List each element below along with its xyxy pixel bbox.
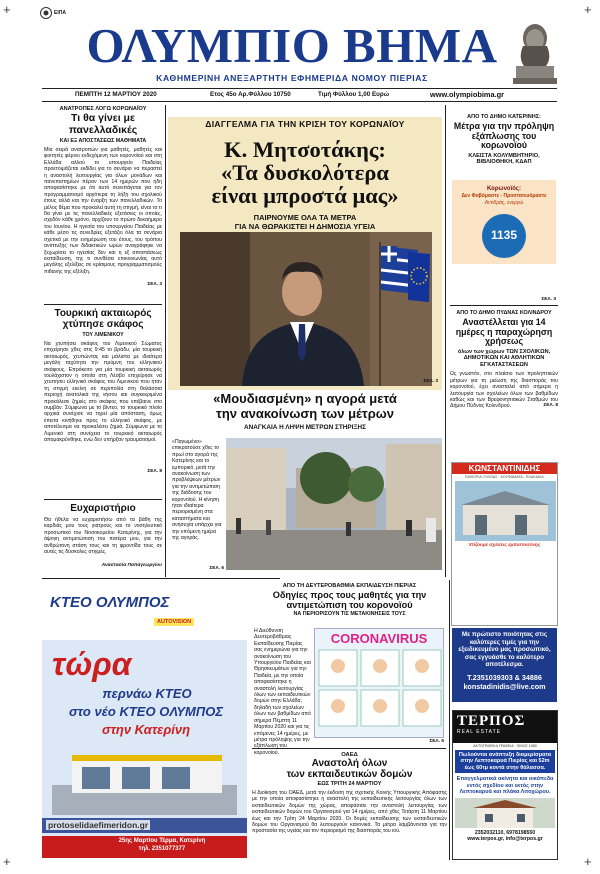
article-kicker: ΑΠΟ ΤΟ ΔΗΜΟ ΚΑΤΕΡΙΝΗΣ: [467, 114, 541, 120]
ad-phone[interactable]: T.2351039303 & 34886 [467, 672, 542, 682]
masthead-title: ΟΛΥΜΠΙΟ ΒΗΜΑ [86, 18, 498, 73]
kteo-phone[interactable]: τηλ. 2351077377 [138, 846, 186, 852]
page-ref[interactable]: ΣΕΛ. 8 [543, 403, 558, 409]
poster-title: CORONAVIRUS [330, 631, 428, 646]
terpos-phone[interactable]: 2352032110, 6978198550 [474, 830, 536, 837]
terpos-title: ΤΕΡΠΟΣ [457, 713, 526, 729]
site-url[interactable]: www.olympiobima.gr [430, 90, 505, 99]
crop-mark: + [584, 2, 592, 17]
masthead-tagline: ΚΑΘΗΜΕΡΙΝΗ ΑΝΕΞΑΡΤΗΤΗ ΕΦΗΜΕΡΙΔΑ ΝΟΜΟΥ ΠΙΕΡΙΑΣ [156, 73, 428, 83]
konstantinidis-contact [452, 628, 557, 702]
page-ref[interactable]: ΣΕΛ. 3 [423, 379, 438, 384]
article-student-guidelines [252, 583, 447, 617]
market-subtitle: ΑΝΑΓΚΑΙΑ Η ΛΗΨΗ ΜΕΤΡΩΝ ΣΤΗΡΙΞΗΣ [244, 424, 366, 431]
article-body: Ως γνωστόν, στο πλαίσιο των προληπτικών μέτρων για τη μείωση της διασποράς του κορονοϊού, έχει ανασταλεί από σήμερα η λειτουργία των σχολείων όλων των βαθμίδων καθώς και των Βρεφονηπιακών Σταθμών του Δήμου Πύδνας Κολινδρού. [450, 371, 558, 410]
article-subtitle: ΚΛΕΙΣΤΑ ΚΟΛΥΜΒΗΤΗΡΙΟ, ΒΙΒΛΙΟΘΗΚΗ, ΚΔΑΠ [468, 152, 540, 165]
article-title-2: αντιμετώπιση του κορονοϊού [286, 600, 413, 610]
lead-headline-2: «Τα δυσκολότερα [221, 160, 389, 185]
page-ref[interactable]: ΣΕΛ. 8 [147, 469, 162, 474]
market-body: «Παγωμένο» επικρατούσε χθες το πρωί στο αγορά της Κατερίνης και το εμπορικό, μετά την ανακοίνωση των προβλέψεων μέτρων για την αντιμετώπιση της διάδοσης του κορονοϊού. Η κίνηση ήταν ιδιαίτερα περιορισμένη στα καταστήματα και ανησυχία υπάρχει για την επόμενη ημέρα της αγοράς. [172, 439, 222, 542]
statue-image [508, 22, 560, 86]
kteo-line4: στην Κατερίνη [101, 722, 191, 737]
article-subtitle: όλων των χώρων ΤΩΝ ΣΧΟΛΙΚΩΝ, ΔΗΜΟΤΙΚΩΝ ΚΑΙ ΑΘΛΗΤΙΚΩΝ ΕΓΚΑΤΑΣΤΑΣΕΩΝ [457, 348, 551, 368]
article-signature: Αναστασία Παπαγεωργίου [101, 563, 162, 568]
logo-icon [40, 7, 52, 19]
kteo-footer: 25ης Μαρτίου Τέρμα, Κατερίνη [118, 838, 206, 844]
terpos-header [453, 711, 557, 743]
article-title: Τουρκική ακταιωρός χτύπησε σκάφος [54, 308, 152, 330]
street-photo [226, 438, 442, 570]
article-body: Μία σειρά ανατροπών για μαθητές, μαθητές και φοιτητές φέρνει ενδεχόμενη των κορονοϊού και στη Ελλάδα αλλού το υπουργείο Παιδείας προετοιμάζεται εκδίδει για το σενάριο να περαστεί η αναστολή λειτουργίας για όλων μονάδων και πανεπιστημίων πέραν των 14 ημερών που ήδη αποφασίστηκε με ότι αυτό συνεπάγεται για τον προγραμματισμό αργότερα τη λήξη του σχολικού έτους αλλά και την έναρξη των πανελλαδικών. Το μέλος θέμα που προκαλεί αυτή τη στιγμή, είναι το τι θα γίνει με τις πανελλαδικές εξετάσεις οι οποίες, σχεδόν κάθε χρόνο, αρχίζουν το πρώτο δεκαήμερο του Ιουνίου. Η ηγεσία του υπουργείου Παιδείας με κάθε μέσο τις συνεδρίες εξετάζει όλα τα σενάρια σχετικά με την ενημέρωση του έτους, του τρόπου ανιπτυξης των διδακτικών ωρών αναγράφηκε να ξεχωρίσει το ηγεσίας δεν και η εξ αποστάσεως εκπαίδευση, της τι συνθέσει επικοινωνίας αυτό μεγάλης εξελίξεις σε κρίσιμους προγραμματισμούς πιθανής της εξέλιξη. [44, 147, 162, 275]
article-title: Μέτρα για την πρόληψη εξάπλωσης του κορωνοϊού [453, 121, 555, 151]
article-title-1: Οδηγίες προς τους μαθητές για την [272, 590, 427, 600]
article-turkish-vessel [44, 308, 162, 474]
lead-banner: ΔΙΑΓΓΕΛΜΑ ΓΙΑ ΤΗΝ ΚΡΙΣΗ ΤΟΥ ΚΟΡΩΝΑΪΟΥ [205, 119, 405, 129]
kteo-subtitle: AUTOVISION [154, 618, 194, 626]
guidelines-body: Η Διεύθυνση Δευτεροβάθμιας Εκπαίδευσης Πιερίας σας ενημερώνει για την ανακοίνωση του Υπουργείου Παιδείας και Θρησκευμάτων για την Παιδεία, με την οποία αποφασίστηκε η αναστολή λειτουργίας όλων των εκπαιδευτικών δομών στην Ελλάδα, δηλαδή των σχολείων όλων των βαθμίδων από σήμερα Πέμπτη 11 Μαρτίου 2020 και για τις επόμενες 14 ημέρες, με μέτρα πρόληψης για την εξάπλωση του κορονοϊού. [254, 628, 311, 756]
article-title: Τι θα γίνει με πανελλαδικές [68, 112, 138, 136]
ad-line: Κορωνοϊός: [486, 186, 522, 192]
kteo-line2: περνάω ΚΤΕΟ [102, 686, 192, 701]
house-photo [455, 798, 555, 828]
issue-date: ΠΕΜΠΤΗ 12 ΜΑΡΤΙΟΥ 2020 [75, 91, 157, 98]
ad-email[interactable]: konstadinidis@live.com [463, 681, 546, 691]
article-body: Η Διοίκηση του ΟΑΕΔ, μετά την έκδοση της σχετικής Κοινής Υπουργικής Απόφασης με την οποία αποφασίστηκε η αναστολή της εκπαιδευτικής λειτουργίας όλων των εκπαιδευτικών δομών της χώρας, αποφάσισε την αναστολή λειτουργίας των εκπαιδευτικών δομών του Οργανισμού για 14 ημέρες, από χθες Τετάρτη 11 Μαρτίου έως και την Τρίτη 24 Μαρτίου 2020. Οι δομές εκπαίδευσης των εκπαιδευτικών δομών του Οργανισμού θα λειτουργούν κανονικά. Τα μέτρα λαμβάνονται για την προστασία της υγείας και τον περιορισμό της διασποράς του ιού. [252, 790, 447, 835]
health-ad [452, 180, 556, 264]
crop-mark: + [584, 854, 592, 869]
lead-deck-1: ΠΑΙΡΝΟΥΜΕ ΟΛΑ ΤΑ ΜΕΤΡΑ [253, 213, 357, 222]
kteo-ad [42, 580, 247, 858]
article-title: Αναστέλλεται για 14 ημέρες η παραχώρηση χρήσεως [455, 317, 553, 347]
article-subtitle: ΕΩΣ ΤΡΙΤΗ 24 ΜΑΡΤΙΟΥ [317, 781, 382, 787]
page-ref[interactable]: ΣΕΛ. 3 [541, 297, 556, 302]
lead-deck-2: ΓΙΑ ΝΑ ΘΩΡΑΚΙΣΤΕΙ Η ΔΗΜΟΣΙΑ ΥΓΕΙΑ [234, 222, 376, 231]
ad-text: Με πρώτιστο ποιότητας στις καλύτερες τιμές για την εξειδικευμένο μας προσωπικό, σας εγγυάσθε το καλύτερο αποτέλεσμα. [458, 631, 551, 669]
article-kicker: ΑΠΟ ΤΟ ΔΗΜΟ ΠΥΔΝΑΣ ΚΟΛΙΝΔΡΟΥ [456, 310, 552, 316]
article-pydna-closure [450, 310, 558, 408]
ad-tagline: Χτίζουμε σχέσεις εμπιστοσύνης [468, 543, 541, 548]
page-ref[interactable]: ΣΕΛ. 6 [429, 739, 444, 744]
terpos-kicker: ΑΚΤΟΓΡΑΦΙΚΑ ΓΡΑΦΕΙΑ · SINCE 1980 [473, 744, 537, 748]
kteo-building [52, 745, 237, 815]
issue-price: Τιμή Φύλλου 1,00 Ευρώ [318, 91, 390, 98]
market-title-1: «Μουδιασμένη» η αγορά μετά [213, 391, 397, 406]
article-subtitle: ΝΑ ΠΕΡΙΟΡΙΣΟΥΝ ΤΙΣ ΜΕΤΑΚΙΝΗΣΕΙΣ ΤΟΥΣ [293, 611, 406, 617]
article-body: Θα ήθελα να ευχαριστήσω από τα βάθη της καρδιάς μου τους γιατρούς και το νοσηλευτικό προσωπικό του Νοσοκομείου Κατερίνης, για την άψογη αντιμετώπιση του πατέρα μου, για την ανθρώπινη στάση τους και τη φροντίδα τους σε αυτές τις δύσκολες στιγμές. [44, 517, 162, 556]
article-body: Να χτυπήσει σκάφος του Λιμενικού Σώματος επιχείρησε χθες στις 9:45 το βράδυ, μία τουρκική ακταιωρός, χτυπώντας και μάλιστα με ιδιαίτερα μεγάλη ταχύτητα την πρύμνη του ελληνικού σκάφους. Επρόκειτο για μία τουρκική ακταιωρός τουλάχιστον η οποία στη Λέσβο επιχείρησε να χτυπήσει ελληνικό σκάφος του Λιμενικού που ήταν τη στιγμή εκείνη σε περιπολία στη θαλάσσια περιοχή ανατολικά της νήσου και συγκεκριμένα προκάλεσε ζημιές στο σκάφος που επέβαινε στο συμβάν. Σύμφωνα με το βίντεο, το τουρκικό πλοίο αρχικά συνέχισε να τηρεί μία απόσταση, όμως έπειτα κινήθηκε προς το ελληνικό σκάφος, με αποτέλεσμα να προκαλέσει ζημιά. Σύμφωνα με το Λιμενικό στη συνέχεια το τουρκικό ακταιωρός απομακρύνθηκε, ενώ δεν υπήρξαν τραυματισμοί. [44, 341, 162, 444]
article-title-2: των εκπαιδευτικών δομών [286, 769, 413, 780]
kteo-title: ΚΤΕΟ ΟΛΥΜΠΟΣ [50, 594, 170, 611]
article-katerini-measures [450, 114, 558, 165]
kteo-line1: τώρα [52, 646, 132, 682]
lead-headline-1: Κ. Μητσοτάκης: [224, 137, 386, 162]
page-ref[interactable]: ΣΕΛ. 3 [147, 282, 162, 287]
article-subtitle: ΚΑΙ ΕΞ ΑΠΟΣΤΑΣΕΩΣ ΜΑΘΗΜΑΤΑ [59, 138, 147, 144]
kteo-line3: στο νέο ΚΤΕΟ ΟΛΥΜΠΟΣ [68, 704, 224, 719]
article-oaed [252, 752, 447, 860]
article-title: Ευχαριστήριο [70, 503, 136, 514]
terpos-subtitle: REAL ESTATE [457, 729, 501, 735]
konstantinidis-ad [451, 462, 558, 626]
terpos-ad [452, 710, 558, 860]
market-title-2: την ανακοίνωση των μέτρων [216, 406, 394, 421]
terpos-text: Επαγγελματικά ακίνητα και οικόπεδα εντός σχεδίου και εκτός στην Λεπτοκαρυά και πλάκα Λιτοχώρου. [456, 776, 554, 796]
warehouse-photo [455, 481, 554, 541]
article-kicker: ΑΝΑΤΡΟΠΕΣ ΛΟΓΩ ΚΟΡΩΝΑΪΟΥ [59, 106, 147, 112]
ad-line: Αντιδράς, ενεργώ [484, 200, 524, 206]
lead-headline-3: είναι μπροστά μας» [211, 183, 399, 208]
article-thanks [44, 503, 162, 568]
article-kicker: ΑΠΟ ΤΗ ΔΕΥΤΕΡΟΒΑΘΜΙΑ ΕΚΠΑΙΔΕΥΣΗ ΠΙΕΡΙΑΣ [282, 583, 417, 589]
article-title-1: Αναστολή όλων [311, 758, 388, 769]
ad-subtitle: ΕΜΠΟΡΙΑ ΞΥΛΕΙΑΣ - ΚΟΥΦΩΜΑΤΑ - ΠΛΑΚΑΚΙΑ [465, 475, 544, 479]
crop-mark: + [3, 2, 11, 17]
article-subtitle: ΤΟΥ ΛΙΜΕΝΙΚΟΥ [82, 332, 124, 338]
association-logo [40, 6, 90, 20]
watermark: protoselidaefimeridon.gr [48, 820, 149, 830]
crop-mark: + [3, 854, 11, 869]
hotline-number: 1135 [490, 228, 518, 242]
article-kicker: ΟΑΕΔ [341, 752, 358, 758]
terpos-text: Πωλούνται ανάπτυξη διαμερίσματα στην Λεπτοκαρυά Πιερίας και 52m έως 60τμ κοντά στην θάλασσα. [455, 750, 555, 773]
pm-photo [180, 232, 432, 386]
ad-title: ΚΩΝΣΤΑΝΤΙΝΙΔΗΣ [452, 463, 557, 474]
terpos-url[interactable]: www.terpos.gr, info@terpos.gr [467, 836, 543, 843]
page-ref[interactable]: ΣΕΛ. 6 [209, 566, 224, 571]
article-panhellenic [44, 106, 162, 287]
coronavirus-poster [314, 628, 444, 738]
ad-line: Δεν Φοβόμαστε - Προστατευόμαστε [461, 193, 547, 199]
logo-text: ΕΙΠΑ [54, 10, 66, 16]
issue-number: Ετος 45ο Αρ.Φύλλου 10750 [210, 91, 291, 98]
